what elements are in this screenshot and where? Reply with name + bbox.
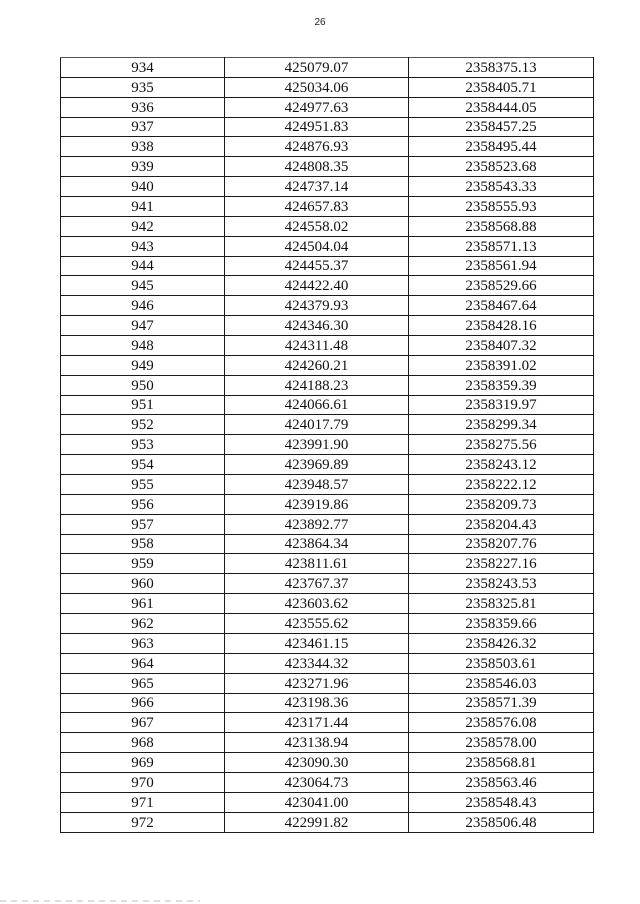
x-coordinate-cell: 424455.37 xyxy=(225,256,409,276)
point-id-cell: 969 xyxy=(61,753,225,773)
y-coordinate-cell: 2358503.61 xyxy=(409,653,594,673)
x-coordinate-cell: 423271.96 xyxy=(225,673,409,693)
table-row xyxy=(61,197,594,217)
point-id-cell: 963 xyxy=(61,633,225,653)
y-coordinate-cell: 2358546.03 xyxy=(409,673,594,693)
point-id-cell: 937 xyxy=(61,117,225,137)
table-row xyxy=(61,415,594,435)
point-id-cell: 965 xyxy=(61,673,225,693)
y-coordinate-cell: 2358325.81 xyxy=(409,594,594,614)
x-coordinate-cell: 423991.90 xyxy=(225,435,409,455)
table-row xyxy=(61,77,594,97)
table-row xyxy=(61,713,594,733)
y-coordinate-cell: 2358571.13 xyxy=(409,236,594,256)
y-coordinate-cell: 2358495.44 xyxy=(409,137,594,157)
table-row xyxy=(61,753,594,773)
y-coordinate-cell: 2358209.73 xyxy=(409,494,594,514)
y-coordinate-cell: 2358299.34 xyxy=(409,415,594,435)
y-coordinate-cell: 2358578.00 xyxy=(409,733,594,753)
x-coordinate-cell: 425079.07 xyxy=(225,58,409,78)
table-row xyxy=(61,633,594,653)
y-coordinate-cell: 2358207.76 xyxy=(409,534,594,554)
x-coordinate-cell: 423090.30 xyxy=(225,753,409,773)
table-row xyxy=(61,673,594,693)
point-id-cell: 935 xyxy=(61,77,225,97)
point-id-cell: 955 xyxy=(61,475,225,495)
y-coordinate-cell: 2358563.46 xyxy=(409,772,594,792)
point-id-cell: 952 xyxy=(61,415,225,435)
x-coordinate-cell: 423767.37 xyxy=(225,574,409,594)
y-coordinate-cell: 2358243.53 xyxy=(409,574,594,594)
point-id-cell: 934 xyxy=(61,58,225,78)
y-coordinate-cell: 2358506.48 xyxy=(409,812,594,832)
x-coordinate-cell: 423461.15 xyxy=(225,633,409,653)
y-coordinate-cell: 2358457.25 xyxy=(409,117,594,137)
table-row xyxy=(61,97,594,117)
y-coordinate-cell: 2358359.39 xyxy=(409,375,594,395)
point-id-cell: 956 xyxy=(61,494,225,514)
point-id-cell: 953 xyxy=(61,435,225,455)
x-coordinate-cell: 423948.57 xyxy=(225,475,409,495)
point-id-cell: 972 xyxy=(61,812,225,832)
table-row xyxy=(61,296,594,316)
coordinates-table-body xyxy=(61,58,594,833)
page-number: 26 xyxy=(314,17,326,28)
y-coordinate-cell: 2358428.16 xyxy=(409,316,594,336)
point-id-cell: 968 xyxy=(61,733,225,753)
x-coordinate-cell: 424422.40 xyxy=(225,276,409,296)
y-coordinate-cell: 2358568.88 xyxy=(409,216,594,236)
y-coordinate-cell: 2358243.12 xyxy=(409,455,594,475)
table-row xyxy=(61,475,594,495)
x-coordinate-cell: 423919.86 xyxy=(225,494,409,514)
y-coordinate-cell: 2358444.05 xyxy=(409,97,594,117)
table-row xyxy=(61,792,594,812)
x-coordinate-cell: 424657.83 xyxy=(225,197,409,217)
table-row xyxy=(61,554,594,574)
x-coordinate-cell: 424808.35 xyxy=(225,157,409,177)
x-coordinate-cell: 424066.61 xyxy=(225,395,409,415)
x-coordinate-cell: 423138.94 xyxy=(225,733,409,753)
table-row xyxy=(61,514,594,534)
point-id-cell: 961 xyxy=(61,594,225,614)
y-coordinate-cell: 2358576.08 xyxy=(409,713,594,733)
table-row xyxy=(61,395,594,415)
point-id-cell: 951 xyxy=(61,395,225,415)
table-row xyxy=(61,812,594,832)
point-id-cell: 949 xyxy=(61,355,225,375)
table-row xyxy=(61,594,594,614)
point-id-cell: 954 xyxy=(61,455,225,475)
table-row xyxy=(61,336,594,356)
point-id-cell: 942 xyxy=(61,216,225,236)
y-coordinate-cell: 2358568.81 xyxy=(409,753,594,773)
y-coordinate-cell: 2358467.64 xyxy=(409,296,594,316)
point-id-cell: 971 xyxy=(61,792,225,812)
table-row xyxy=(61,772,594,792)
point-id-cell: 960 xyxy=(61,574,225,594)
x-coordinate-cell: 423064.73 xyxy=(225,772,409,792)
point-id-cell: 946 xyxy=(61,296,225,316)
table-row xyxy=(61,316,594,336)
table-row xyxy=(61,435,594,455)
table-row xyxy=(61,534,594,554)
point-id-cell: 938 xyxy=(61,137,225,157)
table-row xyxy=(61,177,594,197)
point-id-cell: 970 xyxy=(61,772,225,792)
x-coordinate-cell: 424951.83 xyxy=(225,117,409,137)
table-row xyxy=(61,455,594,475)
table-row xyxy=(61,693,594,713)
x-coordinate-cell: 424017.79 xyxy=(225,415,409,435)
y-coordinate-cell: 2358523.68 xyxy=(409,157,594,177)
table-row xyxy=(61,137,594,157)
x-coordinate-cell: 424558.02 xyxy=(225,216,409,236)
table-row xyxy=(61,574,594,594)
point-id-cell: 950 xyxy=(61,375,225,395)
y-coordinate-cell: 2358543.33 xyxy=(409,177,594,197)
table-row xyxy=(61,256,594,276)
scan-artifact xyxy=(0,900,200,902)
table-row xyxy=(61,733,594,753)
point-id-cell: 947 xyxy=(61,316,225,336)
x-coordinate-cell: 423198.36 xyxy=(225,693,409,713)
x-coordinate-cell: 423603.62 xyxy=(225,594,409,614)
y-coordinate-cell: 2358529.66 xyxy=(409,276,594,296)
table-row xyxy=(61,375,594,395)
point-id-cell: 940 xyxy=(61,177,225,197)
y-coordinate-cell: 2358571.39 xyxy=(409,693,594,713)
x-coordinate-cell: 423041.00 xyxy=(225,792,409,812)
table-row xyxy=(61,58,594,78)
x-coordinate-cell: 424504.04 xyxy=(225,236,409,256)
point-id-cell: 936 xyxy=(61,97,225,117)
point-id-cell: 962 xyxy=(61,614,225,634)
x-coordinate-cell: 424737.14 xyxy=(225,177,409,197)
point-id-cell: 939 xyxy=(61,157,225,177)
x-coordinate-cell: 422991.82 xyxy=(225,812,409,832)
y-coordinate-cell: 2358561.94 xyxy=(409,256,594,276)
point-id-cell: 967 xyxy=(61,713,225,733)
coordinates-table xyxy=(60,57,594,833)
point-id-cell: 948 xyxy=(61,336,225,356)
table-row xyxy=(61,236,594,256)
point-id-cell: 943 xyxy=(61,236,225,256)
table-row xyxy=(61,117,594,137)
y-coordinate-cell: 2358375.13 xyxy=(409,58,594,78)
table-row xyxy=(61,494,594,514)
y-coordinate-cell: 2358426.32 xyxy=(409,633,594,653)
x-coordinate-cell: 424346.30 xyxy=(225,316,409,336)
x-coordinate-cell: 423969.89 xyxy=(225,455,409,475)
table-row xyxy=(61,355,594,375)
x-coordinate-cell: 425034.06 xyxy=(225,77,409,97)
x-coordinate-cell: 423864.34 xyxy=(225,534,409,554)
y-coordinate-cell: 2358204.43 xyxy=(409,514,594,534)
y-coordinate-cell: 2358222.12 xyxy=(409,475,594,495)
point-id-cell: 941 xyxy=(61,197,225,217)
x-coordinate-cell: 424311.48 xyxy=(225,336,409,356)
point-id-cell: 958 xyxy=(61,534,225,554)
x-coordinate-cell: 423344.32 xyxy=(225,653,409,673)
x-coordinate-cell: 424260.21 xyxy=(225,355,409,375)
table-row xyxy=(61,216,594,236)
point-id-cell: 944 xyxy=(61,256,225,276)
x-coordinate-cell: 423811.61 xyxy=(225,554,409,574)
x-coordinate-cell: 424188.23 xyxy=(225,375,409,395)
point-id-cell: 957 xyxy=(61,514,225,534)
x-coordinate-cell: 424379.93 xyxy=(225,296,409,316)
table-row xyxy=(61,157,594,177)
point-id-cell: 966 xyxy=(61,693,225,713)
x-coordinate-cell: 424977.63 xyxy=(225,97,409,117)
x-coordinate-cell: 423171.44 xyxy=(225,713,409,733)
table-row xyxy=(61,614,594,634)
x-coordinate-cell: 424876.93 xyxy=(225,137,409,157)
y-coordinate-cell: 2358391.02 xyxy=(409,355,594,375)
y-coordinate-cell: 2358405.71 xyxy=(409,77,594,97)
y-coordinate-cell: 2358407.32 xyxy=(409,336,594,356)
x-coordinate-cell: 423892.77 xyxy=(225,514,409,534)
y-coordinate-cell: 2358319.97 xyxy=(409,395,594,415)
y-coordinate-cell: 2358359.66 xyxy=(409,614,594,634)
table-row xyxy=(61,653,594,673)
point-id-cell: 964 xyxy=(61,653,225,673)
x-coordinate-cell: 423555.62 xyxy=(225,614,409,634)
y-coordinate-cell: 2358555.93 xyxy=(409,197,594,217)
table-row xyxy=(61,276,594,296)
y-coordinate-cell: 2358275.56 xyxy=(409,435,594,455)
point-id-cell: 959 xyxy=(61,554,225,574)
y-coordinate-cell: 2358548.43 xyxy=(409,792,594,812)
point-id-cell: 945 xyxy=(61,276,225,296)
y-coordinate-cell: 2358227.16 xyxy=(409,554,594,574)
